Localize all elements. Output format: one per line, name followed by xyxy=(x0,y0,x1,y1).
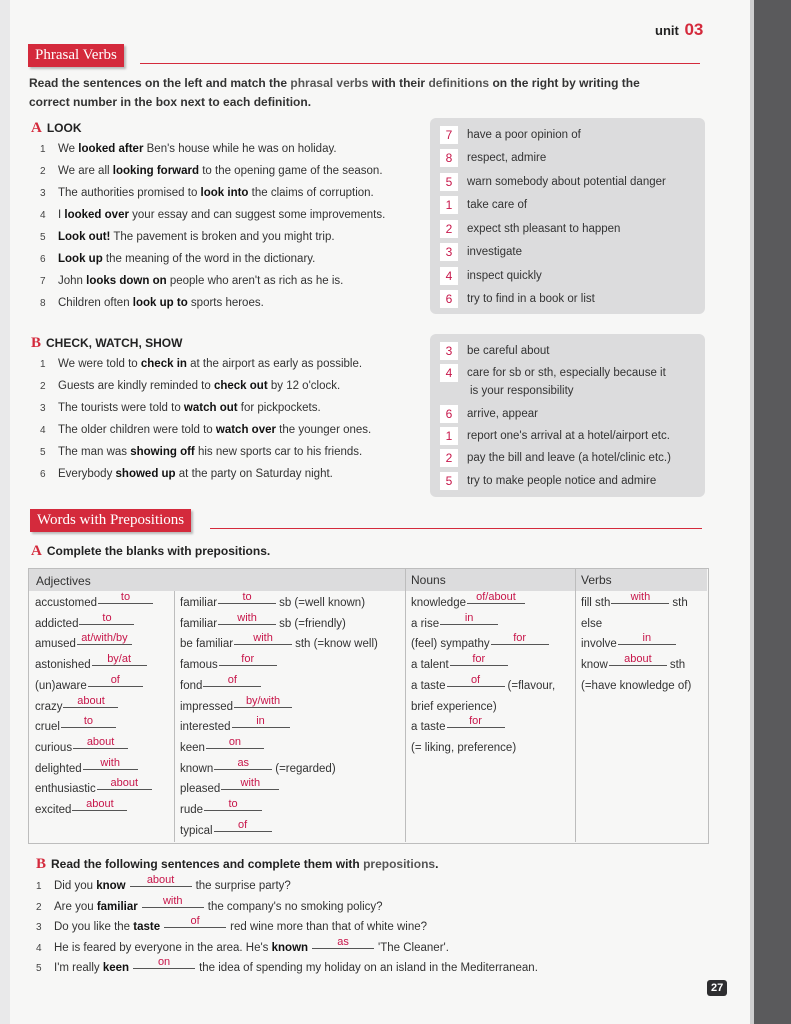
table-cell-row xyxy=(411,715,506,734)
definition-row xyxy=(440,449,671,467)
table-cell-row xyxy=(35,798,128,817)
preposition-answer: to xyxy=(79,612,134,625)
table-cell-row xyxy=(180,715,291,734)
definition-text: take care of xyxy=(467,199,528,212)
sentence-text: We xyxy=(58,143,79,155)
answer-box: 4 xyxy=(440,267,458,285)
table-cell-row xyxy=(35,673,144,693)
word-label: pleased xyxy=(180,783,221,796)
sentence-text: to the opening game of the season. xyxy=(199,165,383,177)
sentence-text: your essay and can suggest some improvements. xyxy=(128,209,386,221)
prepositions-rule xyxy=(210,528,702,529)
sentence-row xyxy=(40,275,343,287)
word-label: interested xyxy=(180,721,231,734)
sentence-text: John xyxy=(58,275,87,287)
word-label: crazy xyxy=(35,700,63,713)
definition-row xyxy=(440,472,656,490)
sentence-number: 4 xyxy=(40,210,46,221)
phrasal-verb: Look up xyxy=(58,253,103,265)
key-word: known xyxy=(271,941,309,954)
sentence-number: 4 xyxy=(40,425,46,436)
table-cell-row xyxy=(35,715,117,734)
sentence-row xyxy=(40,143,337,155)
definition-text: warn somebody about potential danger xyxy=(467,176,666,189)
preposition-answer: about xyxy=(73,736,128,749)
word-label: be familiar xyxy=(180,638,234,651)
word-label: familiar xyxy=(180,597,218,609)
definition-text: expect sth pleasant to happen xyxy=(467,223,621,236)
phrasal-verb: looked after xyxy=(78,143,144,155)
definition-row xyxy=(440,173,666,191)
sentence-text: The authorities promised to xyxy=(58,187,201,199)
definition-row xyxy=(440,243,522,261)
answer-box: 1 xyxy=(440,196,458,214)
sentence-text: for pickpockets. xyxy=(237,402,321,414)
word-label: rude xyxy=(180,804,204,816)
sentence-text: the younger ones. xyxy=(275,424,372,436)
table-cell-row xyxy=(411,742,516,754)
phrasal-rule xyxy=(140,63,700,64)
answer-box: 7 xyxy=(440,126,458,144)
preposition-answer: on xyxy=(133,956,195,969)
preposition-answer: with xyxy=(218,612,276,625)
sentence-row xyxy=(40,253,315,265)
sentence-number: 3 xyxy=(40,403,46,414)
header-nouns: Nouns xyxy=(411,573,446,587)
table-cell-row xyxy=(180,777,280,796)
sentence-row xyxy=(36,915,428,934)
book-spine-shadow xyxy=(752,0,791,1024)
table-cell-row xyxy=(35,777,153,796)
sentence-number: 1 xyxy=(40,359,46,370)
table-cell-row xyxy=(581,591,688,610)
word-label: (un)aware xyxy=(35,679,87,692)
table-cell-row xyxy=(35,653,148,672)
preposition-answer: about xyxy=(97,777,152,790)
word-note: sb (=well known) xyxy=(279,597,366,609)
preposition-answer: with xyxy=(221,777,279,790)
sentence-number: 3 xyxy=(36,922,42,933)
preposition-answer: of xyxy=(164,915,226,928)
table-cell-row xyxy=(180,653,278,672)
phrasal-verb: watch out xyxy=(183,402,238,414)
table-cell-row xyxy=(411,653,509,672)
header-verbs: Verbs xyxy=(581,573,612,587)
word-label: enthusiastic xyxy=(35,783,96,796)
answer-box: 6 xyxy=(440,290,458,308)
preposition-answer: of/about xyxy=(467,591,525,604)
sentence-number: 7 xyxy=(40,276,46,287)
sentence-text: the surprise party? xyxy=(195,880,291,892)
word-label: curious xyxy=(35,741,73,754)
preposition-answer: at/with/by xyxy=(77,632,132,645)
preposition-answer: about xyxy=(130,874,192,887)
prepositions-banner: Words with Prepositions xyxy=(30,509,191,532)
preposition-answer: with xyxy=(83,757,138,770)
definition-text: arrive, appear xyxy=(467,408,538,421)
sentence-row xyxy=(40,187,374,199)
key-word: keen xyxy=(102,962,130,974)
sentence-number: 1 xyxy=(36,881,42,892)
definition-row xyxy=(440,342,549,360)
word-label: a talent xyxy=(411,659,449,672)
answer-box: 3 xyxy=(440,342,458,360)
table-cell-row xyxy=(411,591,526,610)
sentence-text: We were told to xyxy=(58,358,141,370)
sentence-row xyxy=(40,468,333,480)
word-label: familiar xyxy=(180,617,218,630)
preposition-answer: of xyxy=(203,674,261,687)
definition-text: have a poor opinion of xyxy=(467,129,581,142)
table-cell-row xyxy=(411,673,556,693)
preposition-answer: for xyxy=(450,653,508,666)
definition-text: try to find in a book or list xyxy=(467,293,595,306)
table-cell-row xyxy=(35,632,133,651)
word-label: (feel) sympathy xyxy=(411,638,490,651)
sentence-text: the claims of corruption. xyxy=(248,187,374,199)
sentence-text: at the party on Saturday night. xyxy=(175,468,333,480)
answer-box: 5 xyxy=(440,173,458,191)
word-label: brief experience) xyxy=(411,700,497,713)
section-b-check-heading: B CHECK, WATCH, SHOW xyxy=(31,335,183,351)
sentence-row xyxy=(40,446,362,458)
phrasal-instructions: Read the sentences on the left and match the phrasal verbs with their definitions on the right by writing the correct number in the box next to each definition. xyxy=(29,76,640,109)
sentence-text: Children often xyxy=(58,297,133,309)
sentence-text: the meaning of the word in the dictionary. xyxy=(102,253,316,265)
word-label: famous xyxy=(180,659,218,672)
sentence-text: the idea of spending my holiday on an island in the Mediterranean. xyxy=(199,962,538,974)
preposition-answer: on xyxy=(206,736,264,749)
table-cell-row xyxy=(180,818,273,838)
sentence-row xyxy=(36,874,291,893)
sentence-number: 6 xyxy=(40,254,46,265)
word-label: a rise xyxy=(411,617,440,630)
definition-text: inspect quickly xyxy=(467,270,542,283)
key-word: taste xyxy=(133,921,161,933)
preposition-answer: as xyxy=(214,757,272,770)
table-cell-row xyxy=(35,735,129,755)
sentence-text: at the airport as early as possible. xyxy=(186,358,363,370)
word-note: (=regarded) xyxy=(275,762,336,775)
word-note: sth xyxy=(672,597,688,609)
table-cell-row xyxy=(411,701,497,713)
sentence-number: 5 xyxy=(40,447,46,458)
sentence-text: The tourists were told to xyxy=(58,402,184,414)
phrasal-verb: Look out! xyxy=(58,231,111,243)
sentence-text: his new sports car to his friends. xyxy=(194,446,363,458)
table-cell-row xyxy=(180,735,265,755)
sentence-row xyxy=(40,297,264,309)
preposition-answer: with xyxy=(142,895,204,908)
word-label: a taste xyxy=(411,679,446,692)
word-note: (=flavour, xyxy=(507,679,556,692)
answer-box: 4 xyxy=(440,364,458,382)
preposition-answer: of xyxy=(88,674,143,687)
table-cell-row xyxy=(411,632,550,651)
sentence-text: red wine more than that of white wine? xyxy=(230,921,428,933)
preposition-answer: as xyxy=(312,936,374,949)
table-cell-row xyxy=(180,611,346,631)
table-cell-row xyxy=(180,591,366,610)
word-label: astonished xyxy=(35,659,91,672)
table-cell-row xyxy=(180,756,336,776)
sentence-text: The man was xyxy=(58,446,131,458)
sentence-text: The pavement is broken and you might trip. xyxy=(110,231,335,243)
sentence-number: 2 xyxy=(40,381,46,392)
phrasal-verb: showed up xyxy=(115,468,176,480)
preposition-answer: to xyxy=(218,591,276,604)
definition-text: report one's arrival at a hotel/airport etc. xyxy=(467,430,670,443)
preposition-answer: about xyxy=(63,695,118,708)
sentence-text: sports heroes. xyxy=(187,297,264,309)
preposition-answer: of xyxy=(214,819,272,832)
sentence-text: Everybody xyxy=(58,468,116,480)
sentence-text: people who aren't as rich as he is. xyxy=(166,275,344,287)
prepositions-section-a-heading: A Complete the blanks with prepositions. xyxy=(31,543,271,559)
preposition-answer: with xyxy=(234,632,292,645)
sentence-row xyxy=(40,424,371,436)
sentence-text: Guests are kindly reminded to xyxy=(58,380,214,392)
preposition-answer: with xyxy=(611,591,669,604)
sentence-text: Do you like the xyxy=(54,921,134,933)
section-a-look-heading: A LOOK xyxy=(31,120,82,136)
word-label: fond xyxy=(180,679,203,692)
definition-text: care for sb or sth, especially because it xyxy=(467,367,666,380)
preposition-answer: for xyxy=(219,653,277,666)
page-number: 27 xyxy=(707,980,727,996)
definition-text: be careful about xyxy=(467,345,550,358)
preposition-answer: of xyxy=(447,674,505,687)
preposition-answer: to xyxy=(61,715,116,728)
sentence-number: 4 xyxy=(36,942,42,954)
phrasal-verb: look into xyxy=(200,187,249,199)
sentence-row xyxy=(36,894,383,914)
sentence-text: by 12 o'clock. xyxy=(267,380,341,392)
preposition-answer: by/at xyxy=(92,653,147,666)
preposition-answer: to xyxy=(98,591,153,604)
word-note: sb (=friendly) xyxy=(279,617,346,630)
definition-row xyxy=(440,290,595,308)
header-adjectives: Adjectives xyxy=(36,574,91,588)
table-cell-row xyxy=(411,611,499,631)
preposition-answer: to xyxy=(204,798,262,811)
phrasal-verb: looks down on xyxy=(86,275,167,287)
table-cell-row xyxy=(581,680,691,692)
phrasal-verbs-banner: Phrasal Verbs xyxy=(28,44,124,67)
sentence-text: Ben's house while he was on holiday. xyxy=(143,143,337,155)
preposition-answer: in xyxy=(232,715,290,728)
sentence-text: He is feared by everyone in the area. He's xyxy=(54,941,272,954)
phrasal-verb: looked over xyxy=(64,209,129,221)
table-cell-row xyxy=(180,673,262,693)
preposition-answer: in xyxy=(440,612,498,625)
answer-box: 3 xyxy=(440,243,458,261)
sentence-row xyxy=(36,935,449,955)
word-label: else xyxy=(581,617,603,630)
sentence-row xyxy=(40,358,362,370)
unit-number: 03 xyxy=(684,20,704,39)
word-label: accustomed xyxy=(35,597,98,609)
preposition-answer: in xyxy=(618,632,676,645)
answer-box: 1 xyxy=(440,427,458,445)
definition-row xyxy=(440,149,546,167)
definition-text: try to make people notice and admire xyxy=(467,475,657,488)
table-cell-row xyxy=(581,632,677,651)
sentence-number: 6 xyxy=(40,469,46,480)
sentence-number: 5 xyxy=(40,232,46,243)
word-label: knowledge xyxy=(411,597,466,609)
table-cell-row xyxy=(180,798,263,817)
table-cell-row xyxy=(35,756,139,776)
sentence-number: 1 xyxy=(40,144,46,155)
table-cell-row xyxy=(180,694,293,714)
answer-box: 6 xyxy=(440,405,458,423)
sentence-number: 2 xyxy=(40,166,46,177)
word-label: impressed xyxy=(180,700,234,713)
word-label: involve xyxy=(581,638,617,651)
word-note: sth xyxy=(669,659,686,672)
word-label: typical xyxy=(180,824,213,837)
key-word: familiar xyxy=(96,900,138,913)
word-label: delighted xyxy=(35,762,82,775)
definition-text: pay the bill and leave (a hotel/clinic etc.) xyxy=(467,452,671,465)
word-label: (=have knowledge of) xyxy=(581,679,692,692)
definition-text: respect, admire xyxy=(467,152,547,165)
sentence-text: Are you xyxy=(54,900,97,913)
prepositions-section-b-heading: B Read the following sentences and complete them with prepositions. xyxy=(36,856,439,872)
unit-label: unit 03 xyxy=(655,20,704,39)
word-label: fill sth xyxy=(581,597,611,609)
preposition-answer: for xyxy=(447,715,505,728)
preposition-answer: for xyxy=(491,632,549,645)
table-divider-2 xyxy=(405,569,406,842)
sentence-row xyxy=(40,380,340,392)
phrasal-verb: look up to xyxy=(132,297,188,309)
word-label: amused xyxy=(35,638,76,651)
table-cell-row xyxy=(35,591,154,610)
sentence-number: 5 xyxy=(36,963,42,974)
definition-row xyxy=(440,196,527,214)
sentence-row xyxy=(40,209,385,221)
table-divider-3 xyxy=(575,569,576,842)
sentence-row xyxy=(40,231,335,243)
phrasal-verb: showing off xyxy=(130,446,195,458)
definition-continuation: is your responsibility xyxy=(470,385,574,397)
phrasal-verb: watch over xyxy=(215,424,276,436)
preposition-answer: about xyxy=(609,653,667,666)
definition-row xyxy=(440,427,670,445)
word-label: addicted xyxy=(35,617,79,630)
sentence-text: 'The Cleaner'. xyxy=(378,941,449,954)
word-label: known xyxy=(180,762,214,775)
sentence-text: We are all xyxy=(58,165,113,177)
word-label: a taste xyxy=(411,721,446,734)
word-label: keen xyxy=(180,741,205,754)
sentence-text: The older children were told to xyxy=(58,424,216,436)
word-label: know xyxy=(581,659,608,672)
table-cell-row xyxy=(180,632,378,651)
phrasal-verb: check out xyxy=(213,380,268,392)
sentence-number: 2 xyxy=(36,901,42,913)
table-cell-row xyxy=(35,694,119,714)
phrasal-verb: check in xyxy=(140,358,187,370)
phrasal-verb: looking forward xyxy=(112,165,200,177)
word-note: sth (=know well) xyxy=(295,638,378,651)
preposition-answer: by/with xyxy=(234,695,292,708)
answer-box: 8 xyxy=(440,149,458,167)
definition-row xyxy=(440,220,620,238)
definition-row xyxy=(440,267,542,285)
answer-box: 2 xyxy=(440,449,458,467)
definition-row xyxy=(440,364,666,382)
definition-text: investigate xyxy=(467,246,522,259)
sentence-row xyxy=(40,165,383,177)
sentence-text: I'm really xyxy=(54,962,103,974)
word-label: (= liking, preference) xyxy=(411,741,517,754)
sentence-number: 8 xyxy=(40,298,46,309)
table-divider-1 xyxy=(174,591,175,842)
preposition-answer: about xyxy=(72,798,127,811)
table-cell-row xyxy=(35,611,135,631)
table-cell-row xyxy=(581,653,686,672)
word-label: cruel xyxy=(35,721,60,734)
definition-row xyxy=(440,405,538,423)
key-word: know xyxy=(96,880,126,892)
answer-box: 5 xyxy=(440,472,458,490)
sentence-row xyxy=(40,402,321,414)
word-label: excited xyxy=(35,804,72,816)
sentence-text: the company's no smoking policy? xyxy=(207,900,383,913)
sentence-number: 3 xyxy=(40,188,46,199)
table-cell-row xyxy=(581,618,602,630)
sentence-text: Did you xyxy=(54,880,97,892)
definition-row xyxy=(440,126,581,144)
sentence-row xyxy=(36,956,538,975)
answer-box: 2 xyxy=(440,220,458,238)
sentence-text: I xyxy=(58,209,65,221)
